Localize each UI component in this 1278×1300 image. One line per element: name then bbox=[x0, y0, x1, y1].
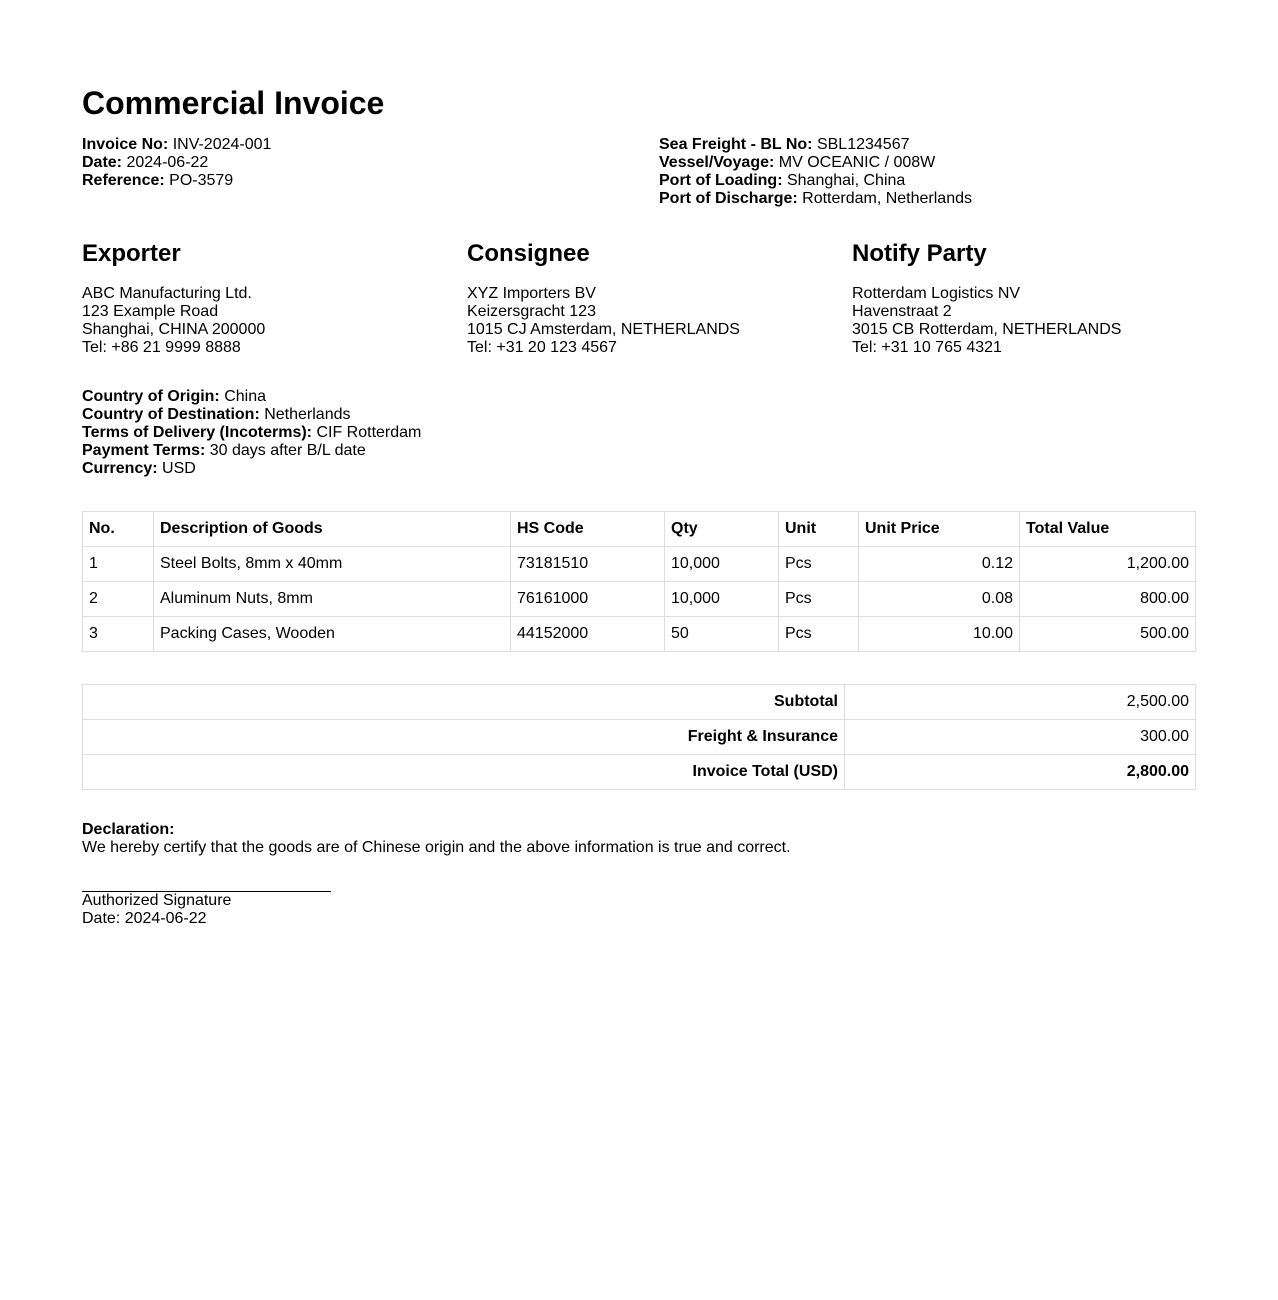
col-unit: Unit bbox=[779, 512, 859, 547]
country-of-origin bbox=[82, 388, 421, 406]
col-qty: Qty bbox=[665, 512, 779, 547]
cell-description: Aluminum Nuts, 8mm bbox=[154, 582, 511, 617]
cell-qty: 50 bbox=[665, 617, 779, 652]
freight-insurance-row bbox=[83, 720, 1196, 755]
invoice-date bbox=[82, 154, 271, 172]
goods-table bbox=[82, 511, 1196, 652]
consignee-address bbox=[467, 285, 740, 357]
payment-terms bbox=[82, 442, 421, 460]
cell-unit-price: 0.12 bbox=[859, 547, 1020, 582]
currency-value: USD bbox=[162, 460, 196, 477]
cell-hs-code: 44152000 bbox=[511, 617, 665, 652]
cell-description: Steel Bolts, 8mm x 40mm bbox=[154, 547, 511, 582]
cell-qty: 10,000 bbox=[665, 547, 779, 582]
exporter-name: ABC Manufacturing Ltd. bbox=[82, 285, 252, 302]
exporter-city: Shanghai, CHINA 200000 bbox=[82, 321, 266, 338]
exporter-heading: Exporter bbox=[82, 240, 181, 267]
payment-terms-label: Payment Terms: bbox=[82, 442, 206, 459]
invoice-number bbox=[82, 136, 271, 154]
notify-party-block bbox=[852, 240, 1121, 357]
incoterms-value: CIF Rotterdam bbox=[316, 424, 422, 441]
table-row bbox=[83, 547, 1196, 582]
invoice-number-value: INV-2024-001 bbox=[172, 136, 272, 153]
exporter-phone: Tel: +86 21 9999 8888 bbox=[82, 339, 241, 356]
exporter-address bbox=[82, 285, 265, 357]
cell-unit-price: 0.08 bbox=[859, 582, 1020, 617]
goods-table-header bbox=[83, 512, 1196, 547]
cell-hs-code: 76161000 bbox=[511, 582, 665, 617]
country-of-origin-value: China bbox=[224, 388, 267, 405]
notify-party-name: Rotterdam Logistics NV bbox=[852, 285, 1021, 302]
invoice-reference bbox=[82, 172, 271, 190]
declaration-title: Declaration: bbox=[82, 821, 175, 838]
table-row bbox=[83, 582, 1196, 617]
invoice-date-value: 2024-06-22 bbox=[126, 154, 209, 171]
cell-unit: Pcs bbox=[779, 617, 859, 652]
consignee-street: Keizersgracht 123 bbox=[467, 303, 596, 320]
port-of-loading-value: Shanghai, China bbox=[786, 172, 906, 189]
incoterms-label: Terms of Delivery (Incoterms): bbox=[82, 424, 312, 441]
bl-number-label: Sea Freight - BL No: bbox=[659, 136, 813, 153]
currency bbox=[82, 460, 421, 478]
subtotal-label: Subtotal bbox=[83, 685, 845, 720]
currency-label: Currency: bbox=[82, 460, 158, 477]
payment-terms-value: 30 days after B/L date bbox=[209, 442, 366, 459]
col-unit-price: Unit Price bbox=[859, 512, 1020, 547]
notify-party-address bbox=[852, 285, 1121, 357]
freight-insurance-label: Freight & Insurance bbox=[83, 720, 845, 755]
invoice-reference-label: Reference: bbox=[82, 172, 165, 189]
cell-no: 1 bbox=[83, 547, 154, 582]
country-of-destination-label: Country of Destination: bbox=[82, 406, 260, 423]
cell-unit-price: 10.00 bbox=[859, 617, 1020, 652]
bl-number bbox=[659, 136, 972, 154]
invoice-total-value: 2,800.00 bbox=[845, 755, 1196, 790]
exporter-block bbox=[82, 240, 265, 357]
cell-hs-code: 73181510 bbox=[511, 547, 665, 582]
consignee-name: XYZ Importers BV bbox=[467, 285, 596, 302]
invoice-total-row bbox=[83, 755, 1196, 790]
trade-terms bbox=[82, 388, 421, 478]
declaration-section bbox=[82, 821, 791, 857]
notify-party-phone: Tel: +31 10 765 4321 bbox=[852, 339, 1002, 356]
exporter-street: 123 Example Road bbox=[82, 303, 219, 320]
declaration-text: We hereby certify that the goods are of Chinese origin and the above information is true and correct. bbox=[82, 839, 791, 856]
invoice-date-label: Date: bbox=[82, 154, 123, 171]
freight-insurance-value: 300.00 bbox=[845, 720, 1196, 755]
vessel-voyage-label: Vessel/Voyage: bbox=[659, 154, 775, 171]
port-of-discharge-value: Rotterdam, Netherlands bbox=[802, 190, 972, 207]
port-of-discharge-label: Port of Discharge: bbox=[659, 190, 798, 207]
cell-no: 3 bbox=[83, 617, 154, 652]
vessel-voyage-value: MV OCEANIC / 008W bbox=[778, 154, 936, 171]
invoice-number-label: Invoice No: bbox=[82, 136, 169, 153]
invoice-info bbox=[82, 136, 271, 190]
cell-unit: Pcs bbox=[779, 582, 859, 617]
notify-party-heading: Notify Party bbox=[852, 240, 987, 267]
incoterms bbox=[82, 424, 421, 442]
consignee-heading: Consignee bbox=[467, 240, 590, 267]
col-description: Description of Goods bbox=[154, 512, 511, 547]
country-of-destination-value: Netherlands bbox=[264, 406, 351, 423]
signature-date: Date: 2024-06-22 bbox=[82, 910, 207, 927]
bl-number-value: SBL1234567 bbox=[816, 136, 910, 153]
subtotal-value: 2,500.00 bbox=[845, 685, 1196, 720]
cell-unit: Pcs bbox=[779, 547, 859, 582]
consignee-block bbox=[467, 240, 740, 357]
col-hs-code: HS Code bbox=[511, 512, 665, 547]
country-of-origin-label: Country of Origin: bbox=[82, 388, 220, 405]
col-total-value: Total Value bbox=[1020, 512, 1196, 547]
shipping-info bbox=[659, 136, 972, 208]
invoice-reference-value: PO-3579 bbox=[169, 172, 234, 189]
consignee-city: 1015 CJ Amsterdam, NETHERLANDS bbox=[467, 321, 740, 338]
cell-total-value: 800.00 bbox=[1020, 582, 1196, 617]
port-of-loading-label: Port of Loading: bbox=[659, 172, 783, 189]
port-of-loading bbox=[659, 172, 972, 190]
page-title: Commercial Invoice bbox=[82, 85, 385, 121]
country-of-destination bbox=[82, 406, 421, 424]
signature-label: Authorized Signature bbox=[82, 892, 232, 909]
port-of-discharge bbox=[659, 190, 972, 208]
signature-line bbox=[82, 875, 331, 892]
consignee-phone: Tel: +31 20 123 4567 bbox=[467, 339, 617, 356]
notify-party-city: 3015 CB Rotterdam, NETHERLANDS bbox=[852, 321, 1122, 338]
signature-block bbox=[82, 875, 331, 928]
cell-total-value: 1,200.00 bbox=[1020, 547, 1196, 582]
table-row bbox=[83, 617, 1196, 652]
invoice-total-label: Invoice Total (USD) bbox=[83, 755, 845, 790]
col-no: No. bbox=[83, 512, 154, 547]
cell-no: 2 bbox=[83, 582, 154, 617]
cell-total-value: 500.00 bbox=[1020, 617, 1196, 652]
totals-table bbox=[82, 684, 1196, 790]
notify-party-street: Havenstraat 2 bbox=[852, 303, 952, 320]
cell-description: Packing Cases, Wooden bbox=[154, 617, 511, 652]
vessel-voyage bbox=[659, 154, 972, 172]
subtotal-row bbox=[83, 685, 1196, 720]
cell-qty: 10,000 bbox=[665, 582, 779, 617]
